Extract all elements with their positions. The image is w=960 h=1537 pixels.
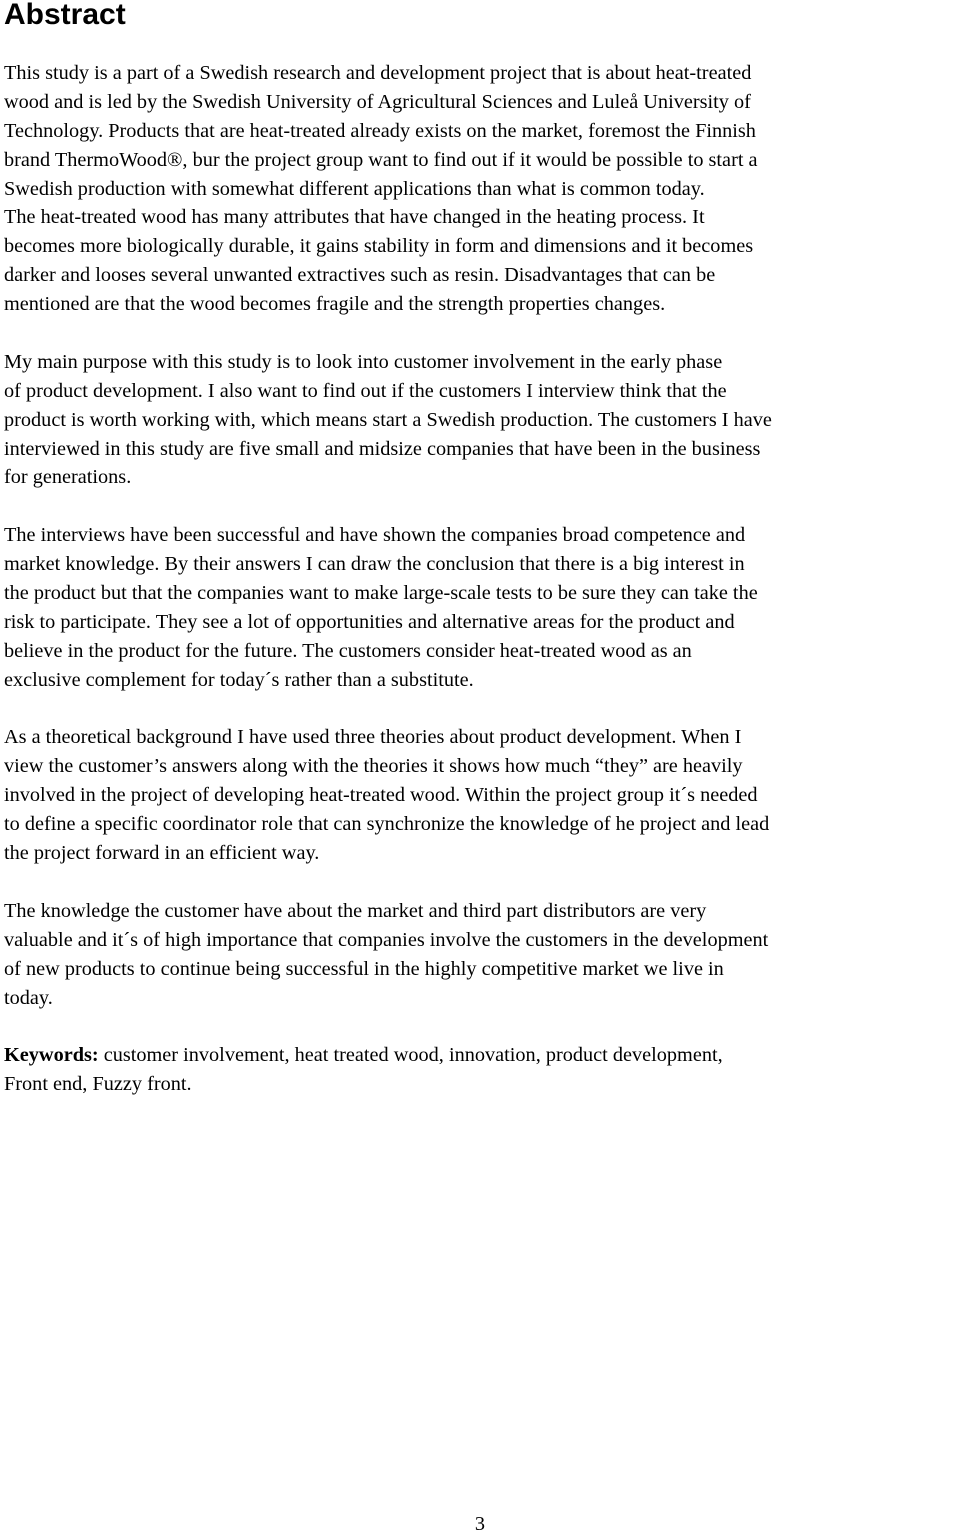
- text-line: Swedish production with somewhat different applications than what is common today.: [4, 177, 705, 200]
- text-line: The interviews have been successful and have shown the companies broad competence and: [4, 524, 746, 547]
- text-line: of new products to continue being successful in the highly competitive market we live in: [4, 957, 724, 980]
- text-line: The knowledge the customer have about the market and third part distributors are very: [4, 899, 707, 922]
- text-line: market knowledge. By their answers I can draw the conclusion that there is a big interest in: [4, 553, 745, 576]
- text-line: believe in the product for the future. The customers consider heat-treated wood as an: [4, 639, 692, 662]
- paragraph-gap: [4, 492, 956, 521]
- text-line: Technology. Products that are heat-treated already exists on the market, foremost the Finnish: [4, 119, 756, 142]
- text-line: mentioned are that the wood becomes fragile and the strength properties changes.: [4, 293, 666, 316]
- text-line: My main purpose with this study is to look into customer involvement in the early phase: [4, 350, 723, 373]
- keywords-text: customer involvement, heat treated wood, innovation, product development,: [98, 1044, 723, 1067]
- text-line: for generations.: [4, 466, 132, 489]
- text-line: brand ThermoWood®, bur the project group want to find out if it would be possible to start a: [4, 148, 758, 171]
- keywords-line: [4, 1041, 956, 1070]
- text-line: This study is a part of a Swedish research and development project that is about heat-treated: [4, 62, 752, 84]
- page-number: 3: [474, 1513, 486, 1535]
- text-line: darker and looses several unwanted extractives such as resin. Disadvantages that can be: [4, 264, 716, 287]
- paragraph: [4, 521, 956, 694]
- keywords-label: Keywords:: [4, 1044, 99, 1067]
- text-line: of product development. I also want to find out if the customers I interview think that the: [4, 379, 727, 402]
- text-line: view the customer’s answers along with the theories it shows how much “they” are heavily: [4, 755, 743, 778]
- text-line: The heat-treated wood has many attributes that have changed in the heating process. It: [4, 206, 705, 229]
- keywords-line: Front end, Fuzzy front.: [4, 1073, 192, 1096]
- paragraph-gap: [4, 695, 956, 724]
- text-line: valuable and it´s of high importance that companies involve the customers in the development: [4, 928, 769, 951]
- paragraph: [4, 723, 956, 867]
- paragraph-gap: [4, 319, 956, 348]
- text-line: interviewed in this study are five small and midsize companies that have been in the business: [4, 437, 761, 460]
- keywords-block: [4, 1041, 956, 1099]
- text-line: exclusive complement for today´s rather than a substitute.: [4, 668, 474, 691]
- text-line: the product but that the companies want to make large-scale tests to be sure they can take the: [4, 582, 758, 605]
- text-line: product is worth working with, which means start a Swedish production. The customers I have: [4, 408, 772, 431]
- text-line: today.: [4, 986, 53, 1009]
- abstract-body: [4, 59, 956, 1099]
- text-line: to define a specific coordinator role that can synchronize the knowledge of he project and lead: [4, 813, 770, 836]
- paragraph: [4, 59, 956, 319]
- text-line: risk to participate. They see a lot of opportunities and alternative areas for the product and: [4, 610, 735, 633]
- text-line: the project forward in an efficient way.: [4, 842, 320, 865]
- text-line: wood and is led by the Swedish University of Agricultural Sciences and Luleå University of: [4, 90, 751, 113]
- paragraph: [4, 897, 956, 1013]
- text-line: involved in the project of developing heat-treated wood. Within the project group it´s needed: [4, 784, 758, 807]
- paragraph-gap: [4, 1012, 956, 1041]
- text-line: As a theoretical background I have used three theories about product development. When I: [4, 726, 742, 749]
- text-line: becomes more biologically durable, it gains stability in form and dimensions and it becomes: [4, 235, 754, 258]
- paragraph-gap: [4, 868, 956, 897]
- paragraph: [4, 348, 956, 492]
- section-heading: Abstract: [4, 0, 126, 31]
